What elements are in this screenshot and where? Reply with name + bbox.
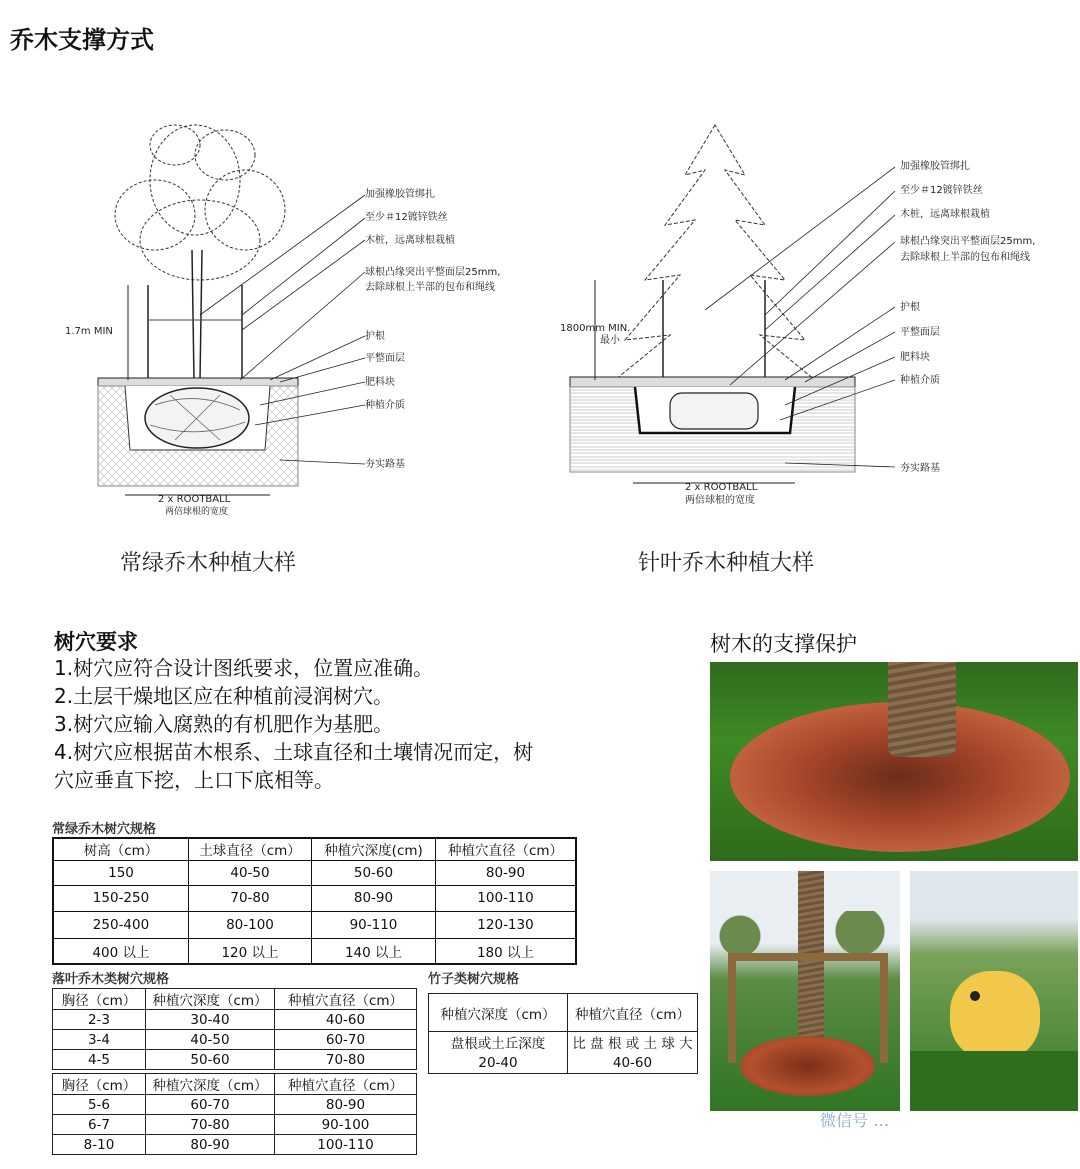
evergreen-table-title: 常绿乔木树穴规格 [52,822,157,837]
table-row [53,1030,417,1050]
table-cell: 100-110 [275,1135,417,1155]
evergreen-planting-diagram [65,100,520,530]
height-label: 1800mm MIN. [560,323,631,334]
width-label-cn: 两倍球根的宽度 [165,507,229,517]
table-cell: 4-5 [53,1050,146,1070]
table-cell: 60-70 [275,1030,417,1050]
table-row [53,1095,417,1115]
label-6: 护根 [365,331,385,342]
table-cell: 50-60 [312,860,436,885]
table-row [53,1050,417,1070]
header-cell: 胸径（cm） [53,989,146,1010]
label-1: 加强橡胶管绑扎 [900,161,970,172]
label-8: 肥料块 [365,377,395,388]
table-row [53,911,576,938]
conifer-caption: 针叶乔木种植大样 [638,551,815,576]
header-cell: 种植穴直径（cm） [568,994,698,1032]
tree-trunk [798,871,824,1061]
table-cell: 5-6 [53,1095,146,1115]
staked-tree-photo [710,871,900,1111]
table-cell: 50-60 [146,1050,275,1070]
conifer-planting-diagram [555,115,1070,515]
label-7: 平整面层 [900,327,940,338]
table-cell: 180 以上 [436,938,577,964]
label-7: 平整面层 [365,353,405,364]
table-row [53,1010,417,1030]
table-cell: 80-100 [189,911,312,938]
table-row [429,1032,698,1053]
header-cell: 种植穴深度（cm） [146,1074,275,1095]
label-5: 去除球根上半部的包布和绳线 [365,282,495,293]
requirement-1: 1.树穴应符合设计图纸要求，位置应准确。 [54,656,434,680]
mulch-ring [740,1036,875,1096]
table-cell: 80-90 [436,860,577,885]
table-cell: 80-90 [146,1135,275,1155]
label-5: 去除球根上半部的包布和绳线 [900,252,1030,263]
label-3: 木桩，远离球根栽植 [900,209,990,220]
watermark: 微信号 … [820,1111,890,1130]
squirrel-eye [970,991,980,1001]
deciduous-table-a [52,988,417,1070]
bamboo-table [428,993,698,1074]
table-cell: 70-80 [146,1115,275,1135]
table-cell: 80-90 [275,1095,417,1115]
label-4: 球根凸缘突出平整面层25mm, [900,236,1036,247]
header-cell: 种植穴深度(cm) [312,838,436,860]
label-6: 护根 [900,302,920,313]
table-cell: 比 盘 根 或 土 球 大 [568,1032,698,1053]
table-cell: 100-110 [436,885,577,911]
table-cell: 盘根或土丘深度 [429,1032,568,1053]
evergreen-caption: 常绿乔木种植大样 [120,551,297,576]
table-cell: 3-4 [53,1030,146,1050]
label-10: 夯实路基 [900,463,940,474]
header-cell: 土球直径（cm） [189,838,312,860]
label-3: 木桩，远离球根栽植 [365,235,455,246]
table-cell: 120 以上 [189,938,312,964]
label-9: 种植介质 [365,400,405,411]
table-row [53,938,576,964]
table-cell: 70-80 [189,885,312,911]
table-cell: 250-400 [53,911,189,938]
grass [910,1051,1078,1111]
table-cell: 90-100 [275,1115,417,1135]
table-cell: 2-3 [53,1010,146,1030]
requirement-3: 3.树穴应输入腐熟的有机肥作为基肥。 [54,712,394,736]
table-cell: 140 以上 [312,938,436,964]
deciduous-table-title: 落叶乔木类树穴规格 [52,972,170,987]
page-title: 乔木支撑方式 [10,26,154,54]
table-cell: 90-110 [312,911,436,938]
photos-title: 树木的支撑保护 [710,632,857,656]
height-label-cn: 最小 [600,335,620,346]
table-row [53,1135,417,1155]
width-label: 2 x ROOTBALL [685,482,758,493]
support-bar [728,953,888,961]
table-cell: 6-7 [53,1115,146,1135]
requirement-4-cont: 穴应垂直下挖，上口下底相等。 [54,768,334,792]
table-cell: 70-80 [275,1050,417,1070]
label-2: 至少＃12镀锌铁丝 [900,185,983,196]
header-cell: 树高（cm） [53,838,189,860]
table-cell: 60-70 [146,1095,275,1115]
header-cell: 种植穴深度（cm） [429,994,568,1032]
table-row [53,1115,417,1135]
mulch-ring-photo [710,662,1078,861]
header-cell: 胸径（cm） [53,1074,146,1095]
table-cell: 40-60 [568,1053,698,1074]
label-2: 至少＃12镀锌铁丝 [365,212,448,223]
width-label: 2 x ROOTBALL [158,494,231,505]
requirement-4: 4.树穴应根据苗木根系、土球直径和土壤情况而定，树 [54,740,534,764]
label-1: 加强橡胶管绑扎 [365,189,435,200]
table-cell: 150-250 [53,885,189,911]
header-cell: 种植穴直径（cm） [275,1074,417,1095]
squirrel-ornament [950,971,1040,1061]
requirements-heading: 树穴要求 [54,630,138,654]
table-cell: 150 [53,860,189,885]
tree-trunk [888,662,956,757]
table-cell: 120-130 [436,911,577,938]
table-cell: 400 以上 [53,938,189,964]
deciduous-table-b [52,1073,417,1155]
table-row [53,885,576,911]
width-label-cn: 两倍球根的宽度 [685,495,755,506]
height-label: 1.7m MIN [65,326,113,337]
support-post-right [880,953,888,1063]
header-cell: 种植穴直径（cm） [436,838,577,860]
evergreen-table [52,837,577,965]
label-8: 肥料块 [900,352,930,363]
table-cell: 30-40 [146,1010,275,1030]
table-cell: 20-40 [429,1053,568,1074]
requirement-2: 2.土层干燥地区应在种植前浸润树穴。 [54,684,394,708]
header-cell: 种植穴直径（cm） [275,989,417,1010]
bamboo-table-title: 竹子类树穴规格 [428,972,520,987]
table-cell: 80-90 [312,885,436,911]
table-row [53,860,576,885]
support-post-left [728,953,736,1063]
table-cell: 40-50 [146,1030,275,1050]
label-9: 种植介质 [900,375,940,386]
table-cell: 40-60 [275,1010,417,1030]
table-cell: 40-50 [189,860,312,885]
label-4: 球根凸缘突出平整面层25mm, [365,267,501,278]
squirrel-ornament-photo [910,871,1078,1111]
label-10: 夯实路基 [365,459,405,470]
header-cell: 种植穴深度（cm） [146,989,275,1010]
table-cell: 8-10 [53,1135,146,1155]
table-row [429,1053,698,1074]
